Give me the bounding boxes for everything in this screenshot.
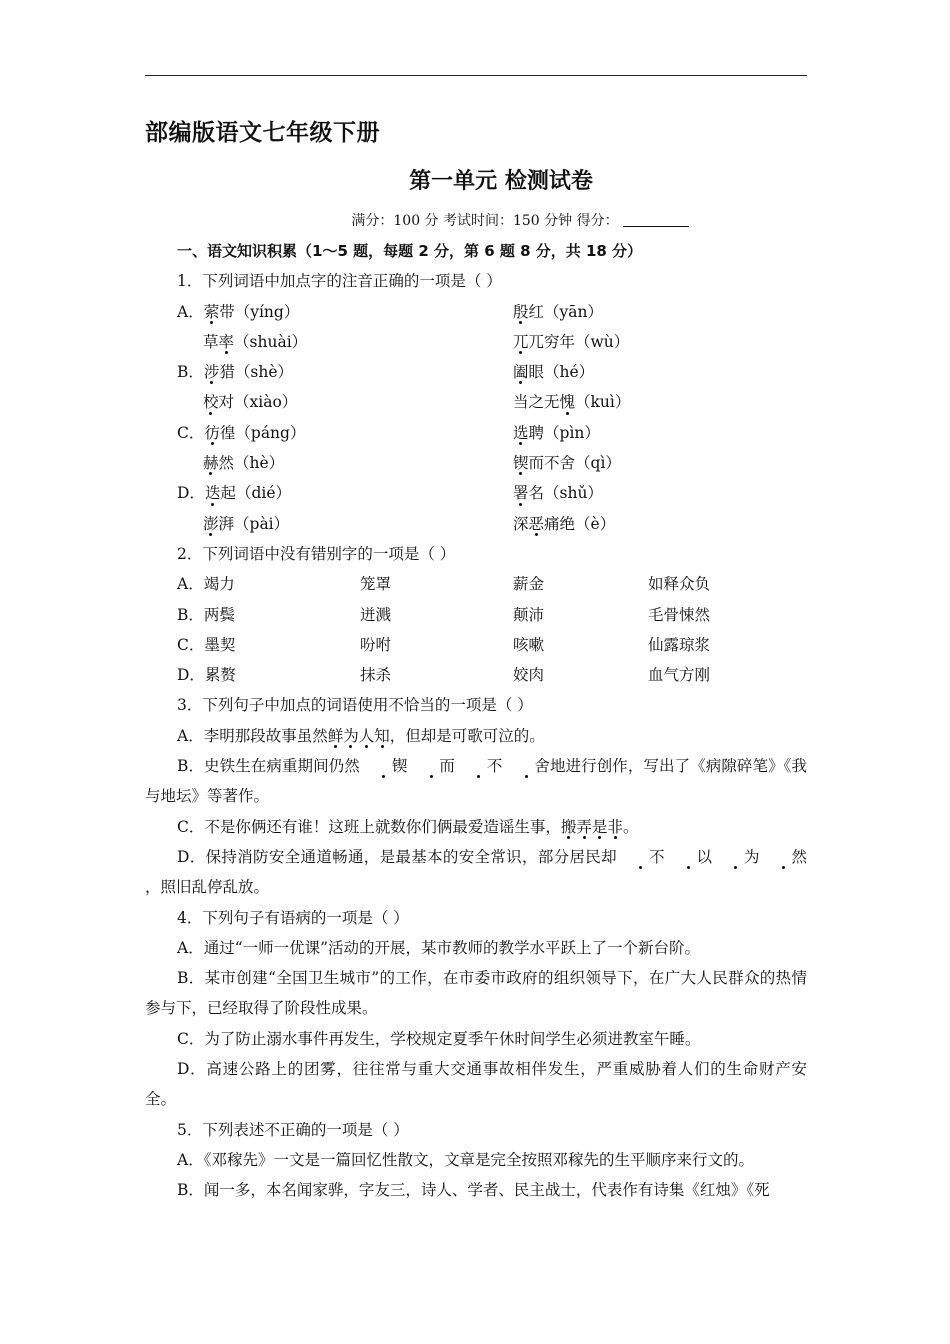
q1-d2-right: 深恶痛绝（è） (513, 509, 615, 539)
q2-b-3: 颠沛 (513, 605, 545, 624)
q1-a-right: 殷红（yān） (513, 297, 603, 327)
q2-row-c (145, 630, 807, 660)
dotted-char: 殷 (513, 297, 529, 327)
dotted-phrase (360, 757, 550, 775)
q1-a2-right: 兀兀穷年（wù） (513, 327, 629, 357)
q1-b-left: B．涉猎（shè） (177, 357, 293, 387)
dotted-phrase (561, 818, 623, 836)
q1-row-d2 (145, 509, 807, 539)
dotted-char: 阖 (513, 357, 529, 387)
q1-row-c2 (145, 448, 807, 478)
dotted-char: 知 (374, 721, 390, 751)
q2-b-4: 毛骨悚然 (648, 605, 711, 624)
q3-option-a: A．李明那段故事虽然鲜为人知，但却是可歌可泣的。 (145, 721, 807, 751)
dotted-char: 兀 (513, 327, 529, 357)
q2-c-4: 仙露琼浆 (648, 635, 711, 654)
q1-b2-left: 校对（xiào） (203, 387, 297, 417)
q2-a-1: A．竭力 (177, 575, 235, 594)
dotted-char: 是 (592, 812, 608, 842)
question-2-stem: 2．下列词语中没有错别字的一项是（ ） (177, 544, 456, 563)
q5-option-a: A．《邓稼先》一文是一篇回忆性散文，文章是完全按照邓稼先的生平顺序来行文的。 (177, 1150, 754, 1169)
top-rule (145, 75, 807, 76)
q4-option-c: C．为了防止溺水事件再发生，学校规定夏季午休时间学生必须进教室午睡。 (177, 1029, 701, 1048)
q1-row-b2 (145, 387, 807, 417)
q3-option-d: D．保持消防安全通道畅通，是最基本的安全常识，部分居民却 不 以 为 然，照旧乱停乱放。 (145, 842, 807, 903)
q1-row-d (145, 478, 807, 508)
q1-c2-right: 锲而不舍（qì） (513, 448, 621, 478)
section-heading: 一、语文知识积累（1～5 题，每题 2 分，第 6 题 8 分，共 18 分） (177, 242, 643, 260)
q2-row-b (145, 600, 807, 630)
dotted-char: 以 (664, 842, 712, 872)
q1-b2-right: 当之无愧（kuì） (513, 387, 630, 417)
dotted-char: 愧 (560, 387, 576, 417)
dotted-char: 搬 (561, 812, 577, 842)
q4-option-d: D．高速公路上的团雾，往往常与重大交通事故相伴发生，严重威胁着人们的生命财产安全。 (145, 1060, 807, 1109)
q2-c-1: C．墨契 (177, 635, 236, 654)
q3-option-b: B．史铁生在病重期间仍然 锲 而 不 舍地进行创作，写出了《病隙碎笔》《我与地坛》等著作。 (145, 751, 807, 812)
q2-row-a (145, 569, 807, 599)
dotted-char: 彷 (204, 418, 220, 448)
q2-d-1: D．累赘 (177, 666, 236, 685)
score-blank[interactable] (623, 212, 689, 227)
exam-content (145, 236, 807, 1206)
dotted-char: 不 (455, 751, 503, 781)
unit-title: 第一单元 检测试卷 (409, 169, 593, 194)
q2-c-2: 吩咐 (360, 635, 392, 654)
dotted-char: 赫 (203, 448, 219, 478)
dotted-phrase (328, 727, 390, 745)
dotted-char: 锲 (360, 751, 408, 781)
q1-a2-left: 草率（shuài） (203, 327, 307, 357)
question-1-stem: 1．下列词语中加点字的注音正确的一项是（ ） (177, 272, 502, 291)
q2-d-4: 血气方刚 (648, 666, 711, 685)
q1-d-left: D．迭起（dié） (177, 478, 291, 508)
dotted-char: 锲 (513, 448, 529, 478)
dotted-char: 弄 (576, 812, 592, 842)
q2-b-2: 迸溅 (360, 605, 392, 624)
q3-option-c: C．不是你俩还有谁！这班上就数你们俩最爱造谣生事，搬弄是非。 (145, 812, 807, 842)
q2-d-2: 抹杀 (360, 666, 392, 685)
dotted-char: 为 (343, 721, 359, 751)
dotted-char: 舍 (502, 751, 550, 781)
q2-a-3: 薪金 (513, 575, 545, 594)
dotted-char: 恶 (529, 509, 545, 539)
q1-row-c (145, 418, 807, 448)
dotted-char: 不 (617, 842, 665, 872)
q4-option-b: B．某市创建“全国卫生城市”的工作，在市委市政府的组织领导下，在广大人民群众的热情参与下，已经取得了阶段性成果。 (145, 969, 807, 1018)
q2-d-3: 姣肉 (513, 666, 545, 685)
dotted-char: 然 (759, 842, 807, 872)
q2-c-3: 咳嗽 (513, 635, 545, 654)
dotted-char: 鲜 (328, 721, 344, 751)
exam-info-text: 满分：100 分 考试时间：150 分钟 得分： (351, 213, 619, 229)
dotted-char: 澎 (203, 509, 219, 539)
question-3-stem: 3．下列句子中加点的词语使用不恰当的一项是（ ） (177, 696, 533, 715)
exam-info (0, 210, 950, 230)
dotted-char: 迭 (205, 478, 221, 508)
q1-a-left: A．萦带（yíng） (177, 297, 299, 327)
dotted-char: 率 (219, 327, 235, 357)
q1-c-left: C．彷徨（páng） (177, 418, 305, 448)
dotted-char: 萦 (204, 297, 220, 327)
dotted-char: 非 (607, 812, 623, 842)
dotted-char: 校 (203, 387, 219, 417)
dotted-char: 署 (513, 478, 529, 508)
q2-b-1: B．两鬓 (177, 605, 235, 624)
dotted-char: 而 (407, 751, 455, 781)
dotted-char: 选 (513, 418, 529, 448)
dotted-char: 涉 (204, 357, 220, 387)
q1-row-a2 (145, 327, 807, 357)
dotted-char: 为 (712, 842, 760, 872)
q1-row-b (145, 357, 807, 387)
q1-d-right: 署名（shǔ） (513, 478, 603, 508)
q1-row-a (145, 297, 807, 327)
q5-option-b: B．闻一多，本名闻家骅，字友三，诗人、学者、民主战士，代表作有诗集《红烛》《死 (177, 1181, 770, 1200)
q1-c-right: 选聘（pìn） (513, 418, 600, 448)
dotted-char: 人 (359, 721, 375, 751)
q4-option-a: A．通过“一师一优课”活动的开展，某市教师的教学水平跃上了一个新台阶。 (177, 938, 701, 957)
q2-row-d (145, 660, 807, 690)
q1-c2-left: 赫然（hè） (203, 448, 284, 478)
q2-a-4: 如释众负 (648, 575, 711, 594)
q2-a-2: 笼罩 (360, 575, 392, 594)
q1-b-right: 阖眼（hé） (513, 357, 594, 387)
q1-d2-left: 澎湃（pài） (203, 509, 289, 539)
dotted-phrase (617, 848, 807, 866)
book-title: 部编版语文七年级下册 (145, 120, 380, 146)
question-4-stem: 4．下列句子有语病的一项是（ ） (177, 908, 409, 927)
question-5-stem: 5．下列表述不正确的一项是（ ） (177, 1120, 409, 1139)
